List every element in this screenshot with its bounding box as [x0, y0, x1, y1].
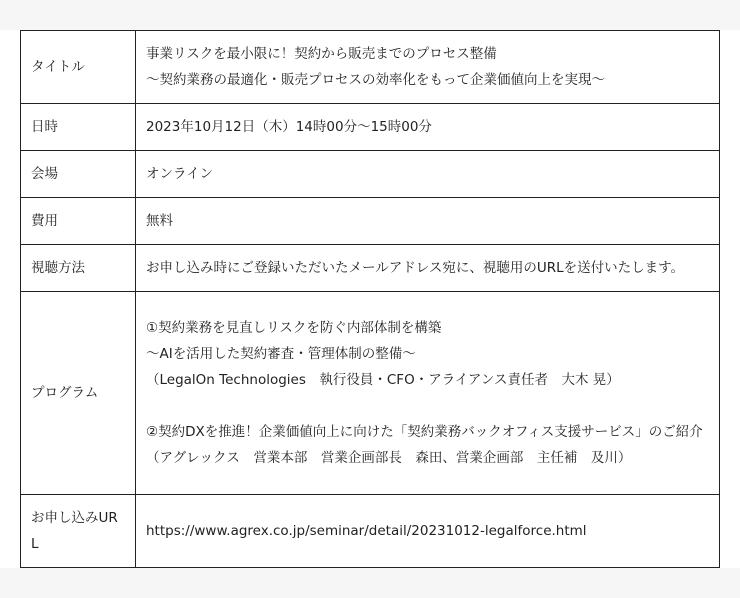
row-value-date — [136, 104, 720, 151]
table-row-date — [21, 104, 720, 151]
program-session2-speaker: （アグレックス 営業本部 営業企画部長 森田、営業企画部 主任補 及川） — [146, 450, 632, 466]
row-value-program — [136, 292, 720, 495]
row-value-fee — [136, 198, 720, 245]
table-row-venue — [21, 151, 720, 198]
table-row-program — [21, 292, 720, 495]
program-session1-subtitle: ～AIを活用した契約審査・管理体制の整備～ — [146, 346, 416, 362]
document-sheet — [0, 30, 740, 568]
row-value-viewing-method — [136, 245, 720, 292]
table-row-title — [21, 31, 720, 104]
table-row-viewing-method — [21, 245, 720, 292]
row-label-program: プログラム — [21, 292, 136, 495]
viewing-method-value: お申し込み時にご登録いただいたメールアドレス宛に、視聴用のURLを送付いたします。 — [146, 260, 685, 276]
table-row-application-url — [21, 495, 720, 568]
title-subtitle: ～契約業務の最適化・販売プロセスの効率化をもって企業価値向上を実現～ — [146, 72, 605, 88]
title-main: 事業リスクを最小限に！契約から販売までのプロセス整備 — [146, 46, 497, 62]
program-session1-speaker: （LegalOn Technologies 執行役員・CFO・アライアンス責任者 大木 晃） — [146, 372, 620, 388]
fee-value: 無料 — [146, 213, 173, 229]
row-label-venue: 会場 — [21, 151, 136, 198]
venue-value: オンライン — [146, 166, 214, 182]
seminar-info-table — [20, 30, 720, 568]
date-value: 2023年10月12日（木）14時00分～15時00分 — [146, 119, 432, 135]
row-label-viewing-method: 視聴方法 — [21, 245, 136, 292]
row-label-date: 日時 — [21, 104, 136, 151]
row-value-venue — [136, 151, 720, 198]
program-session2-title: ②契約DXを推進！企業価値向上に向けた「契約業務バックオフィス支援サービス」のご紹介 — [146, 424, 703, 440]
row-label-application-url: お申し込みURL — [21, 495, 136, 568]
row-label-title: タイトル — [21, 31, 136, 104]
program-spacer — [146, 393, 709, 419]
row-value-title — [136, 31, 720, 104]
table-row-fee — [21, 198, 720, 245]
application-url-link[interactable]: https://www.agrex.co.jp/seminar/detail/20231012-legalforce.html — [146, 523, 587, 539]
program-session1-title: ①契約業務を見直しリスクを防ぐ内部体制を構築 — [146, 320, 442, 336]
row-label-fee: 費用 — [21, 198, 136, 245]
row-value-application-url — [136, 495, 720, 568]
